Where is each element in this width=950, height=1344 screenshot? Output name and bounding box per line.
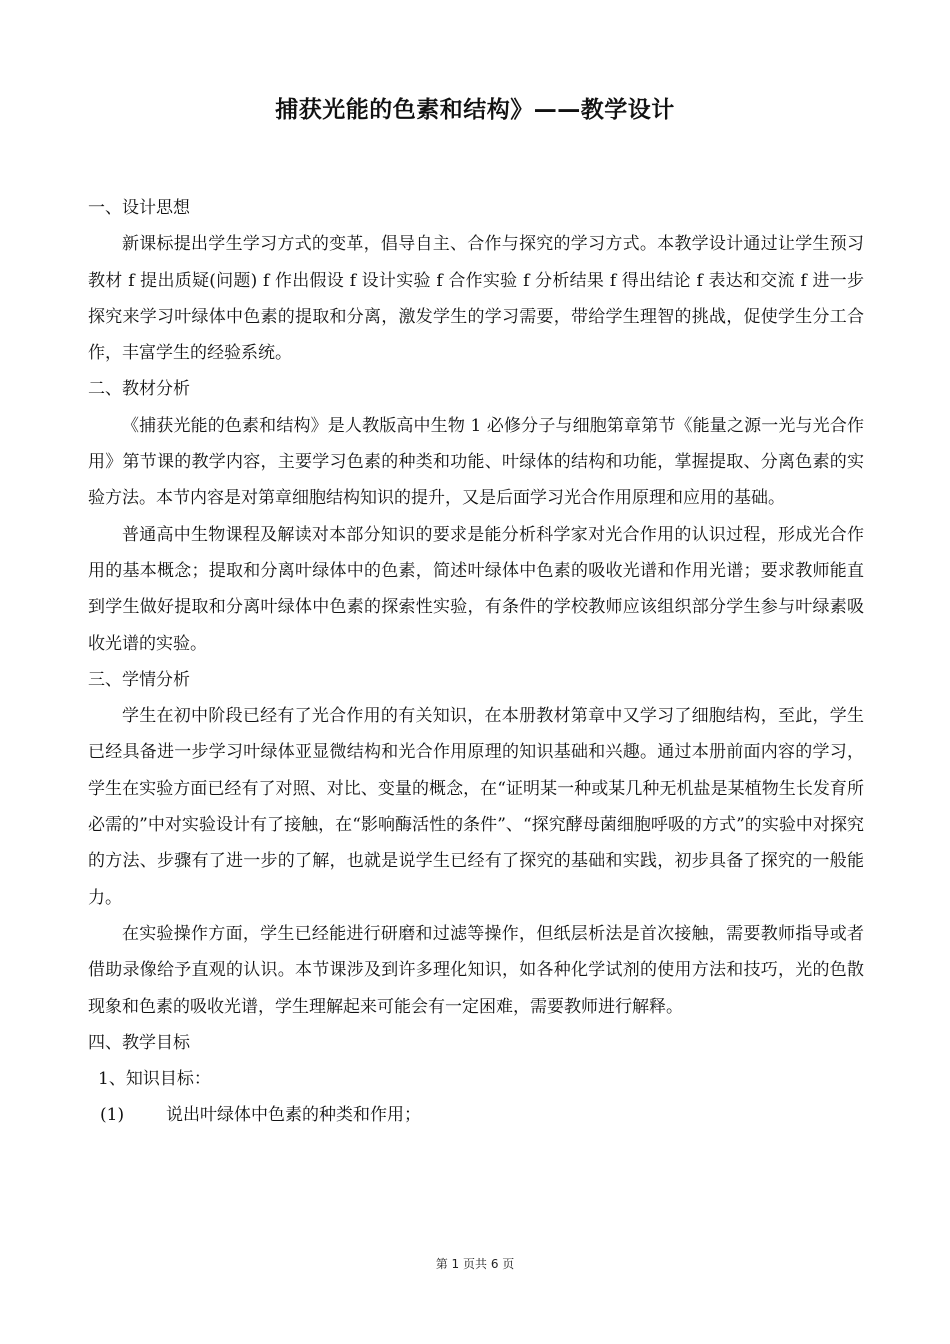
paragraph-textbook-analysis-1: 《捕获光能的色素和结构》是人教版高中生物 1 必修分子与细胞第章第节《能量之源一光与光合作用》第节课的教学内容，主要学习色素的种类和功能、叶绿体的结构和功能，掌握提取、分离色素的实验方法。本节内容是对第章细胞结构知识的提升，又是后面学习光合作用原理和应用的基础。 [88, 415, 864, 509]
paragraph-learner-analysis-1: 学生在初中阶段已经有了光合作用的有关知识，在本册教材第章中又学习了细胞结构，至此，学生已经具备进一步学习叶绿体亚显微结构和光合作用原理的知识基础和兴趣。通过本册前面内容的学习，学生在实验方面已经有了对照、对比、变量的概念，在“证明某一种或某几种无机盐是某植物生长发育所必需的”中对实验设计有了接触，在“影响酶活性的条件”、“探究酵母菌细胞呼吸的方式”的实验中对探究的方法、步骤有了进一步的了解，也就是说学生已经有了探究的基础和实践，初步具备了探究的一般能力。 [88, 706, 864, 908]
list-item-number: (1) [100, 1105, 125, 1126]
section-heading-textbook-analysis: 二、教材分析 [88, 379, 190, 400]
document-title: 捕获光能的色素和结构》——教学设计 [275, 97, 675, 123]
document-body [88, 190, 864, 1134]
list-item-text: 说出叶绿体中色素的种类和作用； [166, 1105, 421, 1126]
paragraph-learner-analysis-2: 在实验操作方面，学生已经能进行研磨和过滤等操作，但纸层析法是首次接触，需要教师指导或者借助录像给予直观的认识。本节课涉及到许多理化知识，如各种化学试剂的使用方法和技巧，光的色散现象和色素的吸收光谱，学生理解起来可能会有一定困难，需要教师进行解释。 [88, 923, 864, 1017]
subheading-knowledge-goals: 1、知识目标： [98, 1069, 211, 1090]
paragraph-design-idea: 新课标提出学生学习方式的变革，倡导自主、合作与探究的学习方式。本教学设计通过让学生预习教材 f 提出质疑(问题) f 作出假设 f 设计实验 f 合作实验 f 分析结果 f 得出结论 f 表达和交流 f 进一步探究来学习叶绿体中色素的提取和分离，激发学生的学习需要，带给学生理智的挑战，促使学生分工合作，丰富学生的经验系统。 [88, 234, 864, 364]
paragraph-textbook-analysis-2: 普通高中生物课程及解读对本部分知识的要求是能分析科学家对光合作用的认识过程，形成光合作用的基本概念；提取和分离叶绿体中的色素，简述叶绿体中色素的吸收光谱和作用光谱；要求教师能直到学生做好提取和分离叶绿体中色素的探索性实验，有条件的学校教师应该组织部分学生参与叶绿素吸收光谱的实验。 [88, 524, 864, 654]
page-footer: 第 1 页共 6 页 [435, 1257, 515, 1271]
list-item [88, 1097, 864, 1133]
section-heading-design-idea: 一、设计思想 [88, 198, 190, 218]
section-heading-learner-analysis: 三、学情分析 [88, 669, 190, 690]
section-heading-teaching-goals: 四、教学目标 [88, 1032, 190, 1053]
